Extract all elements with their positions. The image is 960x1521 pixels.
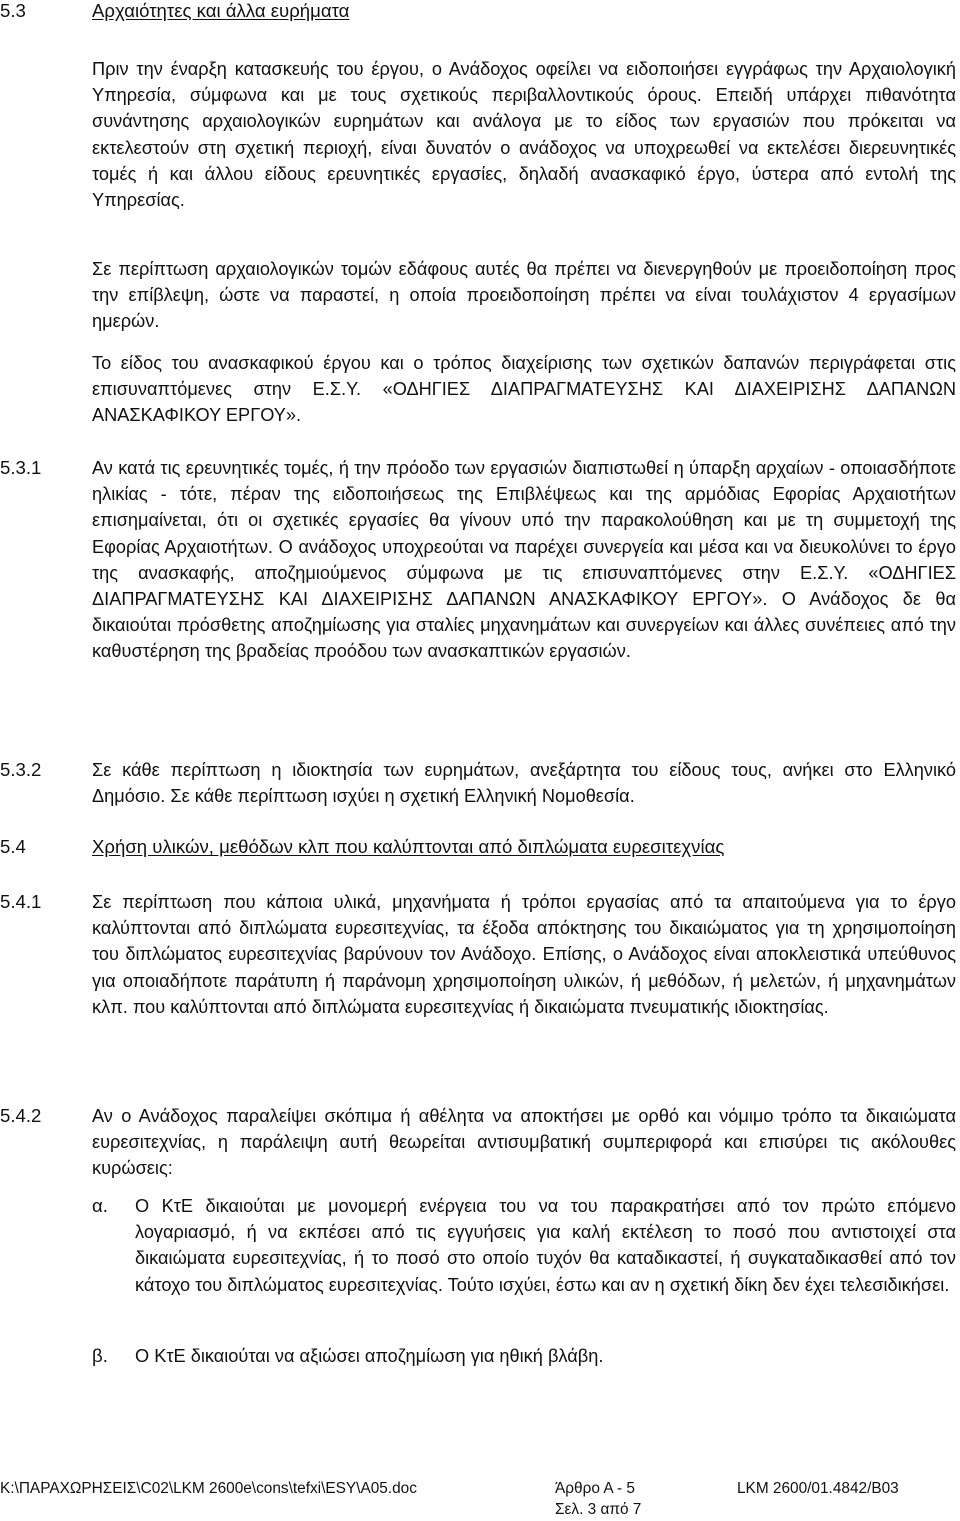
paragraph-text: Το είδος του ανασκαφικού έργου και ο τρόπος διαχείρισης των σχετικών δαπανών περιγράφεται στις επισυναπτόμενες στην Ε.Σ.Υ. «ΟΔΗΓΙΕΣ ΔΙΑΠΡΑΓΜΑΤΕΥΣΗΣ ΚΑΙ ΔΙΑΧΕΙΡΙΣΗΣ ΔΑΠΑΝΩΝ ΑΝΑΣΚΑΦΙΚΟΥ ΕΡΓΟΥ». [92,353,956,426]
footer-file-path: K:\ΠΑΡΑΧΩΡΗΣΕΙΣ\C02\LKM 2600e\cons\tefxi\ESY\A05.doc [0,1480,417,1497]
paragraph-text: Σε περίπτωση που κάποια υλικά, μηχανήματα ή τρόποι εργασίας από τα απαιτούμενα για το έργο καλύπτονται από διπλώματα ευρεσιτεχνίας, τα έξοδα απόκτησης του δικαιώματος για τη χρησιμοποίηση του διπλώματος ευρεσιτεχνίας βαρύνουν τον Ανάδοχο. Επίσης, ο Ανάδοχος είναι αποκλειστικά υπεύθυνος για οποιαδήποτε παράτυπη ή παράνομη χρησιμοποίηση υλικών, ή μεθόδων, ή μελετών, ή μηχανημάτων κλπ. που καλύπτονται από διπλώματα ευρεσιτεχνίας ή δικαιώματα πνευματικής ιδιοκτησίας. [92,892,956,1017]
subsection-number: 5.4.1 [0,891,42,912]
footer-doc-code: LKM 2600/01.4842/B03 [737,1480,899,1497]
subsection-text [92,889,956,1020]
heading-5-4 [0,834,960,860]
section-number: 5.4 [0,836,26,857]
paragraph-text: Σε κάθε περίπτωση η ιδιοκτησία των ευρημάτων, ανεξάρτητα του είδους τους, ανήκει στο Ελληνικό Δημόσιο. Σε κάθε περίπτωση ισχύει η σχετική Ελληνική Νομοθεσία. [92,760,956,807]
subsection-text [92,757,956,809]
footer-article: Άρθρο Α - 5 [555,1480,635,1497]
list-item [135,1193,956,1298]
subsection-text [92,455,956,665]
section-title: Αρχαιότητες και άλλα ευρήματα [92,0,350,21]
paragraph-text: Αν ο Ανάδοχος παραλείψει σκόπιμα ή αθέλητα να αποκτήσει με ορθό και νόμιμο τρόπο τα δικαιώματα ευρεσιτεχνίας, η παράλειψη αυτή θεωρείται αντισυμβατική συμπεριφορά και επισύρει τις ακόλουθες κυρώσεις: [92,1106,956,1179]
paragraph [92,256,956,335]
paragraph-text: Αν κατά τις ερευνητικές τομές, ή την πρόοδο των εργασιών διαπιστωθεί η ύπαρξη αρχαίων - οποιασδήποτε ηλικίας - τότε, πέραν της ειδοποιήσεως της Επιβλέψεως και της αρμόδιας Εφορίας Αρχαιοτήτων επισημαίνεται, ότι οι σχετικές εργασίες θα γίνουν υπό την παρακολούθηση και με τη συμμετοχή της Εφορίας Αρχαιοτήτων. Ο ανάδοχος υποχρεούται να παρέχει συνεργεία και μέσα και να διευκολύνει το έργο της ανασκαφής, αποζημιούμενος σύμφωνα με τις επισυναπτόμενες στην Ε.Σ.Υ. «ΟΔΗΓΙΕΣ ΔΙΑΠΡΑΓΜΑΤΕΥΣΗΣ ΚΑΙ ΔΙΑΧΕΙΡΙΣΗΣ ΔΑΠΑΝΩΝ ΑΝΑΣΚΑΦΙΚΟΥ ΕΡΓΟΥ». Ο Ανάδοχος δε θα δικαιούται πρόσθετης αποζημίωσης για σταλίες μηχανημάτων και συνεργείων και άλλες συνέπειες από την καθυστέρηση της βραδείας προόδου των ανασκαπτικών εργασιών. [92,458,956,662]
footer-page-number: Σελ. 3 από 7 [555,1501,642,1518]
section-title: Χρήση υλικών, μεθόδων κλπ που καλύπτονται από διπλώματα ευρεσιτεχνίας [92,836,725,857]
subsection-number: 5.3.2 [0,759,42,780]
list-item-label: β. [92,1345,108,1366]
section-number: 5.3 [0,0,26,21]
subsection-number: 5.4.2 [0,1105,42,1126]
paragraph-text: Πριν την έναρξη κατασκευής του έργου, ο Ανάδοχος οφείλει να ειδοποιήσει εγγράφως την Αρχαιολογική Υπηρεσία, σύμφωνα και με τους σχετικούς περιβαλλοντικούς όρους. Επειδή υπάρχει πιθανότητα συνάντησης αρχαιολογικών ευρημάτων και ανάλογα με το είδος των εργασιών που πρόκειται να εκτελεστούν στη σχετική περιοχή, είναι δυνατόν ο ανάδοχος να υποχρεωθεί να εκτελέσει διερευνητικές τομές ή και άλλου είδους ερευνητικές εργασίες, δηλαδή ανασκαφικό έργο, ύστερα από εντολή της Υπηρεσίας. [92,59,956,211]
paragraph [92,56,956,213]
list-item-text: Ο ΚτΕ δικαιούται με μονομερή ενέργεια του να του παρακρατήσει από τον πρώτο επόμενο λογαριασμό, ή να εκπέσει από τις εγγυήσεις για καλή εκτέλεση το ποσό που αντιστοιχεί στα δικαιώματα ευρεσιτεχνίας, ή το ποσό στο οποίο τυχόν θα καταδικαστεί, ή συγκαταδικασθεί από τον κάτοχο του διπλώματος ευρεσιτεχνίας. Τούτο ισχύει, έστω και αν η σχετική δίκη δεν έχει τελεσιδικήσει. [135,1196,956,1295]
paragraph [92,350,956,429]
list-item [135,1343,956,1369]
subsection-text [92,1103,956,1182]
paragraph-text: Σε περίπτωση αρχαιολογικών τομών εδάφους αυτές θα πρέπει να διενεργηθούν με προειδοποίηση προς την επίβλεψη, ώστε να παραστεί, η οποία προειδοποίηση πρέπει να είναι τουλάχιστον 4 εργασίμων ημερών. [92,259,956,332]
subsection-number: 5.3.1 [0,457,42,478]
heading-5-3 [0,0,960,24]
list-item-text: Ο ΚτΕ δικαιούται να αξιώσει αποζημίωση για ηθική βλάβη. [135,1346,604,1366]
list-item-label: α. [92,1195,108,1216]
